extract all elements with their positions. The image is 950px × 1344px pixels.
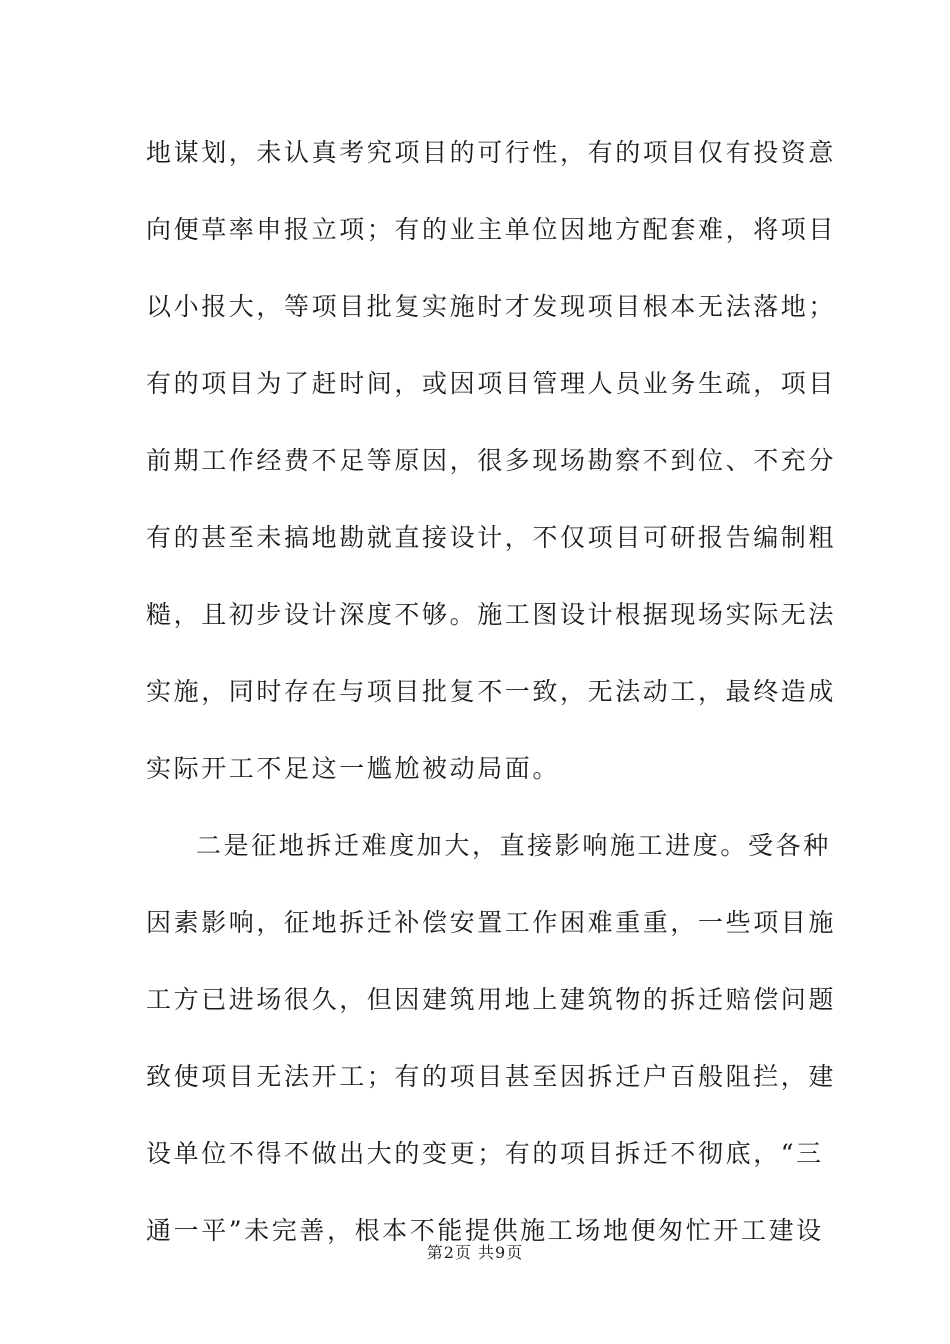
text-line: 实施，同时存在与项目批复不一致，无法动工，最终造成 — [146, 677, 837, 706]
text-line: 地谋划，未认真考究项目的可行性，有的项目仅有投资意 — [146, 138, 837, 167]
text-line: 致使项目无法开工；有的项目甚至因拆迁户百般阻拦，建 — [146, 1062, 837, 1091]
text-line: 有的项目为了赶时间，或因项目管理人员业务生疏，项目 — [146, 369, 837, 398]
text-line: 有的甚至未搞地勘就直接设计，不仅项目可研报告编制粗 — [146, 523, 837, 552]
text-line: 设单位不得不做出大的变更；有的项目拆迁不彻底，“三 — [146, 1139, 824, 1168]
text-line: 因素影响，征地拆迁补偿安置工作困难重重，一些项目施 — [146, 908, 837, 937]
text-line: 通一平”未完善，根本不能提供施工场地便匆忙开工建设 — [146, 1216, 824, 1245]
paragraph-start-line: 二是征地拆迁难度加大，直接影响施工进度。受各种 — [196, 831, 831, 860]
document-body — [146, 122, 837, 1277]
text-line: 工方已进场很久，但因建筑用地上建筑物的拆迁赔偿问题 — [146, 985, 837, 1014]
text-line: 前期工作经费不足等原因，很多现场勘察不到位、不充分 — [146, 446, 837, 475]
text-line: 以小报大，等项目批复实施时才发现项目根本无法落地； — [146, 292, 837, 321]
text-line: 实际开工不足这一尴尬被动局面。 — [146, 754, 561, 783]
text-line: 向便草率申报立项；有的业主单位因地方配套难，将项目 — [146, 215, 837, 244]
text-line: 糙，且初步设计深度不够。施工图设计根据现场实际无法 — [146, 600, 837, 629]
page-number-footer: 第2页 共9页 — [426, 1243, 524, 1262]
